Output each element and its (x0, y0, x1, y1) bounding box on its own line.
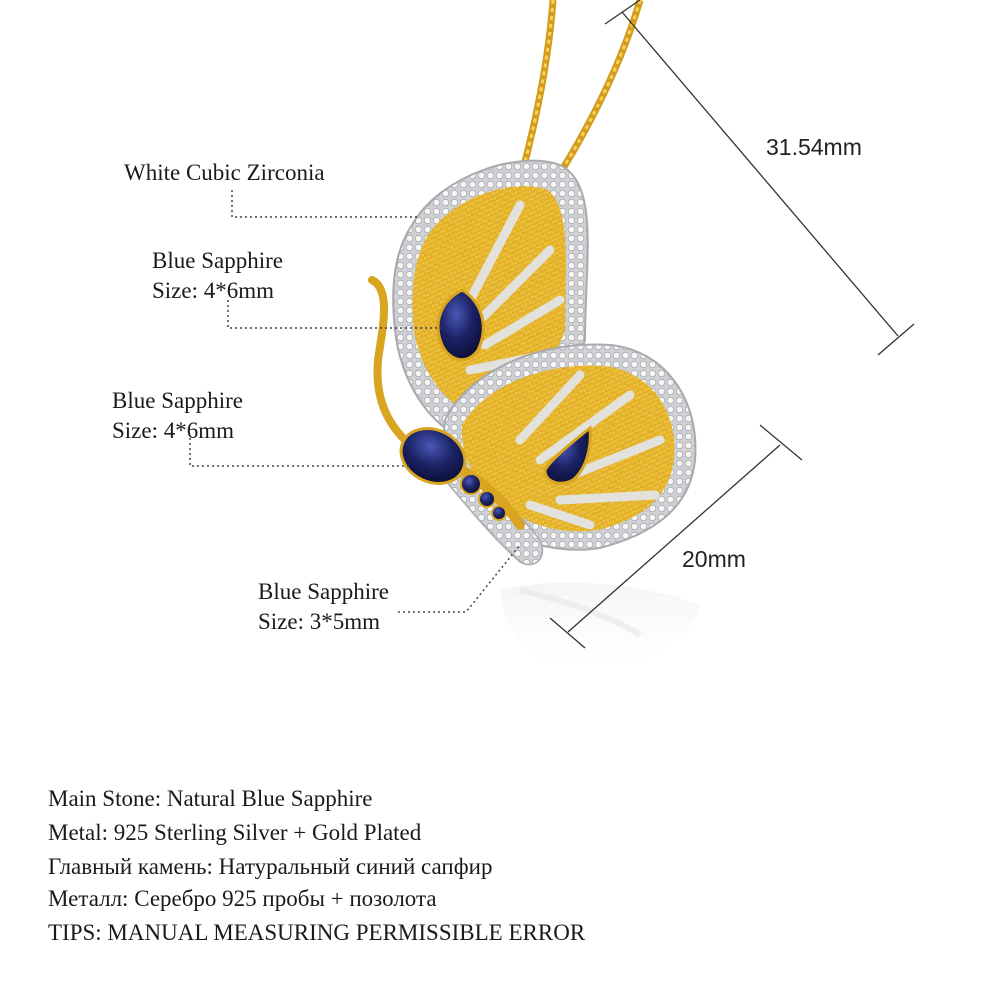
spec-main-stone-ru: Главный камень: Натуральный синий сапфир (48, 854, 493, 879)
callout-blue-sapphire-upper (152, 246, 283, 306)
callout-size: Size: 4*6mm (112, 418, 235, 443)
dimension-width-label: 20mm (682, 546, 746, 572)
callout-size: Size: 4*6mm (152, 278, 275, 303)
spec-main-stone: Main Stone: Natural Blue Sapphire (48, 786, 373, 811)
spec-tips: TIPS: MANUAL MEASURING PERMISSIBLE ERROR (48, 920, 586, 945)
callout-white-cubic-zirconia (124, 158, 325, 188)
dimension-length-label: 31.54mm (766, 134, 862, 160)
callout-text: White Cubic Zirconia (124, 160, 325, 185)
callout-title: Blue Sapphire (112, 388, 243, 413)
callout-size: Size: 3*5mm (258, 609, 381, 634)
callout-blue-sapphire-body (112, 386, 243, 446)
callout-title: Blue Sapphire (258, 579, 389, 604)
pendant-reflection (500, 583, 700, 680)
callout-title: Blue Sapphire (152, 248, 283, 273)
callout-blue-sapphire-small (258, 577, 389, 637)
spec-metal: Metal: 925 Sterling Silver + Gold Plated (48, 820, 422, 845)
spec-metal-ru: Металл: Серебро 925 пробы + позолота (48, 886, 437, 911)
